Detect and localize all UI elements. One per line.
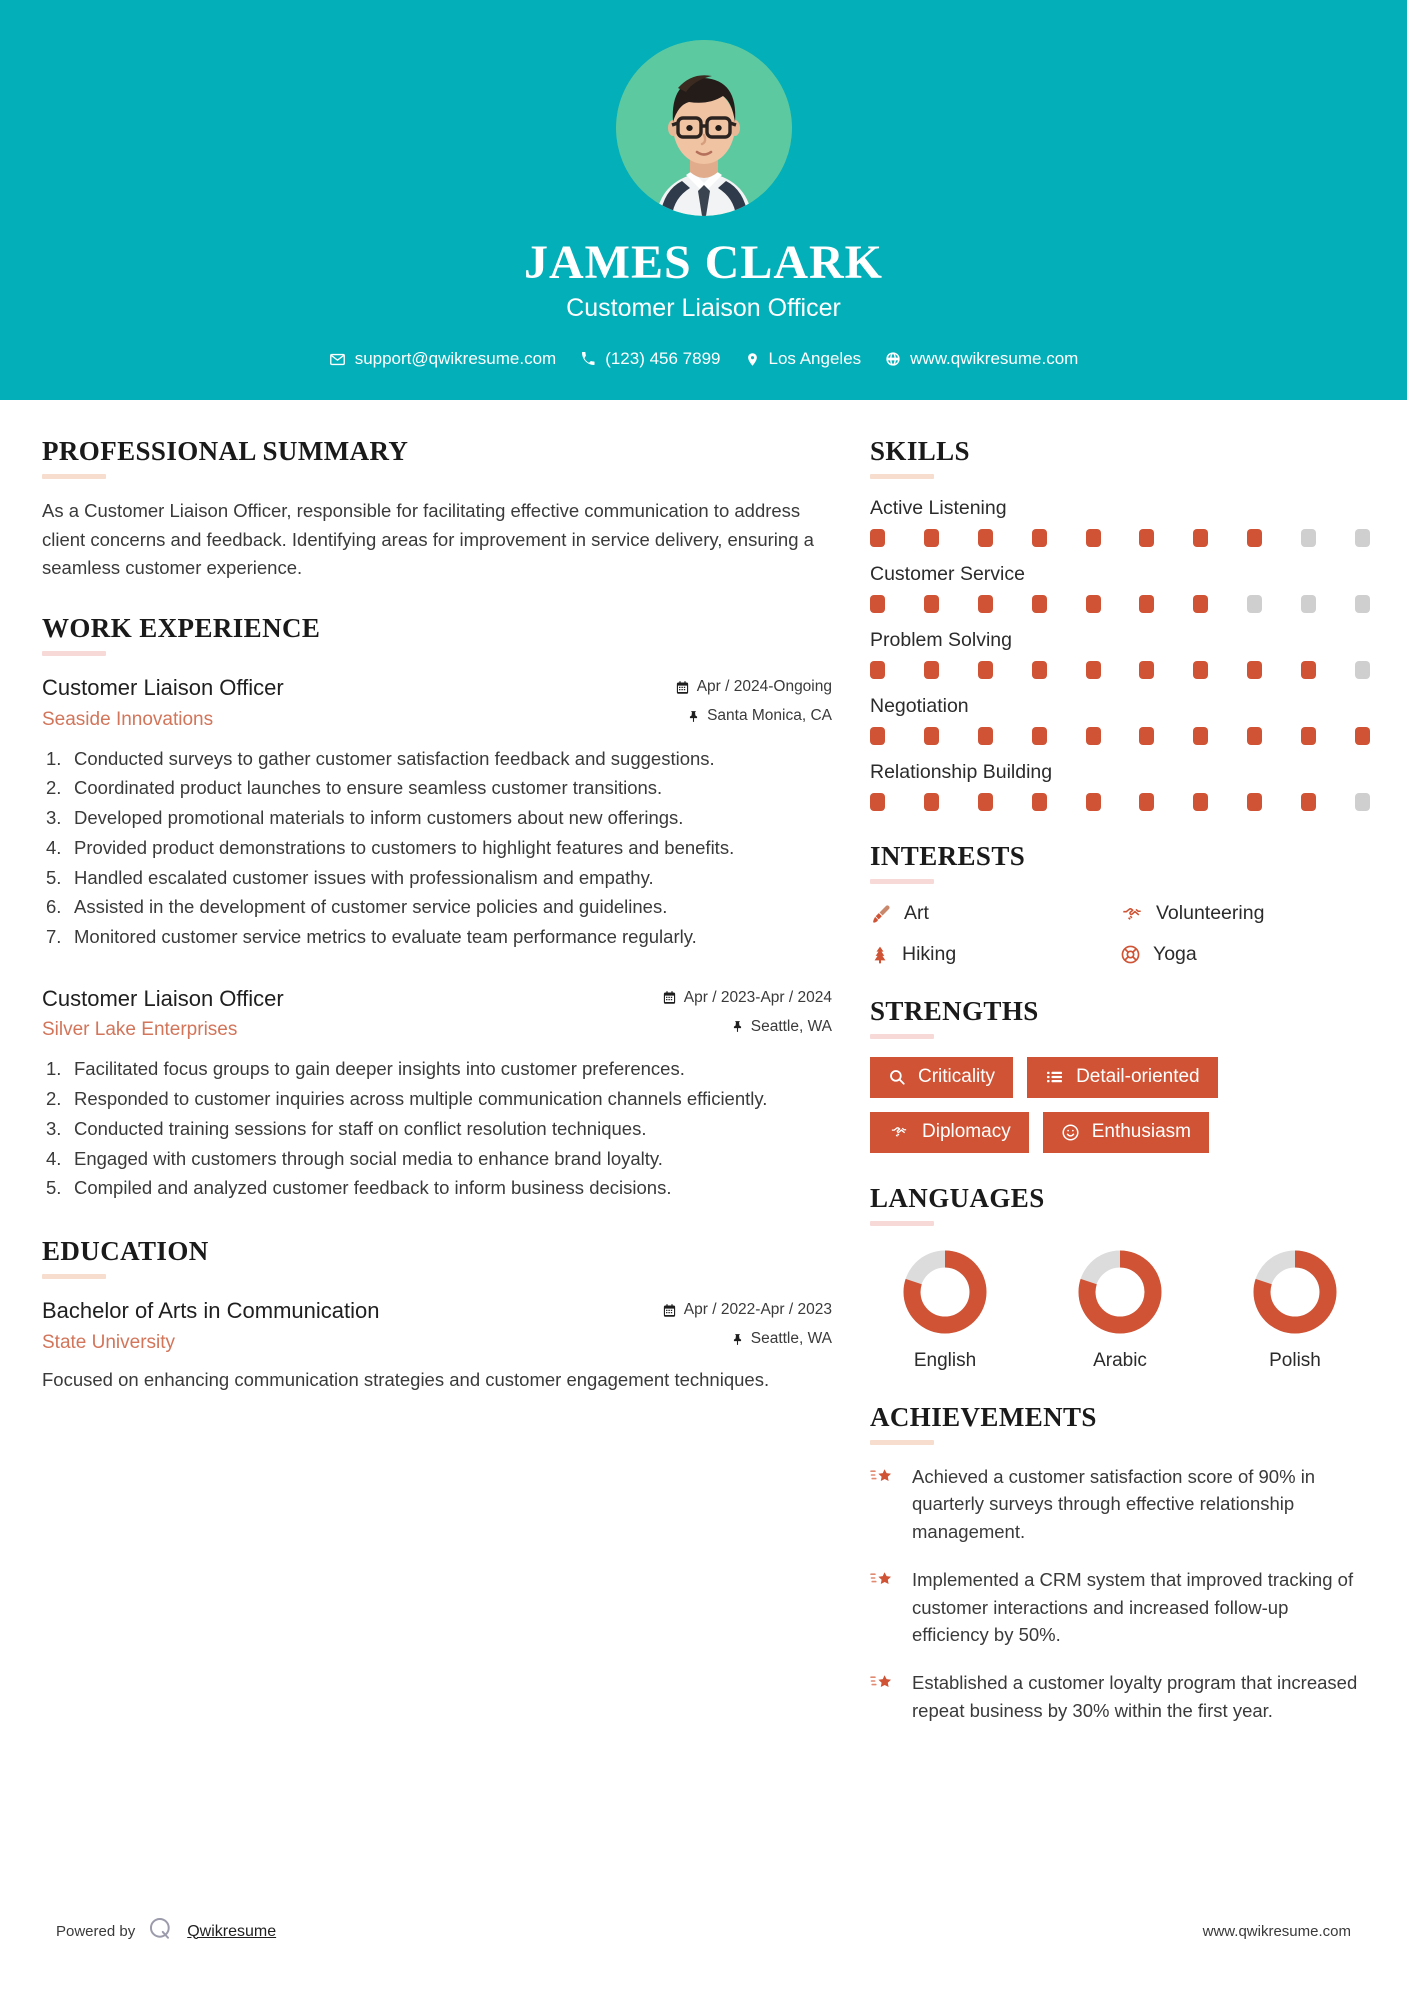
work-location-text: Seattle, WA: [750, 1017, 832, 1035]
achievement-item: [870, 1669, 1370, 1725]
magnifier-icon: [888, 1068, 906, 1086]
interest-item: [1120, 943, 1370, 966]
shooting-star-icon: [870, 1566, 896, 1593]
work-bullet: Conducted training sessions for staff on conflict resolution techniques.: [74, 1117, 647, 1139]
skill-dot-filled: [1193, 529, 1208, 547]
education-entry: [42, 1297, 832, 1393]
section-rule: [870, 879, 934, 884]
pushpin-icon: [687, 709, 700, 724]
skill-item: [870, 695, 1370, 745]
work-entry: [42, 674, 832, 951]
section-rule: [42, 651, 106, 656]
calendar-icon: [675, 680, 690, 695]
globe-icon: [885, 351, 901, 367]
work-dates: [675, 678, 832, 696]
handshake-icon: [888, 1123, 910, 1141]
skill-dot-filled: [1086, 727, 1101, 745]
work-bullet: Responded to customer inquiries across multiple communication channels efficiently.: [74, 1088, 768, 1110]
language-item: [870, 1244, 1020, 1372]
skill-dot-filled: [1032, 727, 1047, 745]
skill-label: Negotiation: [870, 695, 969, 717]
skill-item: [870, 629, 1370, 679]
qwikresume-logo-icon: [147, 1915, 175, 1948]
calendar-icon: [662, 990, 677, 1005]
work-position: Customer Liaison Officer: [42, 675, 284, 701]
section-work-experience: [42, 613, 832, 1202]
section-interests: [870, 841, 1370, 966]
contact-website[interactable]: [885, 349, 1078, 369]
footer-url[interactable]: www.qwikresume.com: [1202, 1923, 1351, 1940]
section-title: STRENGTHS: [870, 996, 1039, 1026]
interest-item: [870, 902, 1120, 925]
skill-label: Customer Service: [870, 563, 1025, 585]
section-achievements: [870, 1402, 1370, 1725]
skill-dot-filled: [1301, 793, 1316, 811]
contact-phone[interactable]: [580, 349, 720, 369]
skill-dot-filled: [978, 661, 993, 679]
section-education: [42, 1236, 832, 1393]
skill-dot-filled: [1086, 595, 1101, 613]
work-bullet: Conducted surveys to gather customer satisfaction feedback and suggestions.: [74, 747, 715, 769]
education-dates: [662, 1301, 832, 1319]
job-title-subtitle: Customer Liaison Officer: [566, 294, 841, 323]
shooting-star-icon: [870, 1669, 896, 1696]
interest-label: Hiking: [902, 943, 957, 965]
work-bullet: Assisted in the development of customer service policies and guidelines.: [74, 896, 668, 918]
language-label: English: [913, 1349, 977, 1371]
pushpin-icon: [731, 1019, 744, 1034]
left-column: [42, 436, 832, 1424]
skill-dot-filled: [1193, 595, 1208, 613]
work-bullet: Facilitated focus groups to gain deeper insights into customer preferences.: [74, 1058, 685, 1080]
skill-dot-filled: [924, 793, 939, 811]
skill-dot-filled: [870, 595, 885, 613]
skill-dot-filled: [1193, 727, 1208, 745]
education-degree: Bachelor of Arts in Communication: [42, 1298, 380, 1324]
education-location: [662, 1330, 832, 1348]
language-donut-chart: [1045, 1244, 1195, 1340]
work-dates-text: Apr / 2023-Apr / 2024: [683, 988, 832, 1006]
skill-dot-filled: [870, 727, 885, 745]
work-position: Customer Liaison Officer: [42, 985, 284, 1011]
powered-by: [56, 1915, 276, 1948]
smiley-icon: [1061, 1123, 1080, 1142]
work-bullet: Developed promotional materials to inform customers about new offerings.: [74, 807, 684, 829]
work-bullet-list: [42, 745, 832, 951]
contact-location-text: Los Angeles: [768, 349, 862, 369]
section-title: EDUCATION: [42, 1236, 209, 1267]
section-rule: [42, 474, 106, 479]
skill-dot-filled: [870, 793, 885, 811]
language-item: [1045, 1244, 1195, 1372]
section-title: ACHIEVEMENTS: [870, 1401, 1097, 1432]
summary-text: As a Customer Liaison Officer, responsible for facilitating effective communication to address client concerns and feedback. Identifying areas for improvement in service delivery, ensuring a seamless customer experience.: [42, 500, 814, 579]
pushpin-icon: [731, 1332, 744, 1347]
section-title: LANGUAGES: [870, 1182, 1045, 1213]
section-title: PROFESSIONAL SUMMARY: [42, 436, 409, 466]
skill-dot-filled: [1086, 661, 1101, 679]
education-location-text: Seattle, WA: [750, 1330, 832, 1348]
work-location-text: Santa Monica, CA: [707, 707, 832, 725]
strength-chip-diplomacy[interactable]: [870, 1112, 1029, 1153]
language-donut-chart: [870, 1244, 1020, 1340]
education-school: State University: [42, 1331, 176, 1353]
skill-label: Problem Solving: [870, 629, 1012, 651]
skill-dot-empty: [1355, 661, 1370, 679]
skill-dot-filled: [1193, 793, 1208, 811]
contact-bar: [329, 349, 1079, 369]
skill-dot-filled: [1139, 595, 1154, 613]
strength-label: Criticality: [918, 1066, 996, 1087]
skill-rating: [870, 595, 1370, 613]
handshake-icon: [1120, 903, 1144, 925]
work-bullet: Provided product demonstrations to customers to highlight features and benefits.: [74, 836, 735, 858]
calendar-icon: [662, 1303, 677, 1318]
skill-dot-empty: [1247, 595, 1262, 613]
achievement-item: [870, 1463, 1370, 1546]
envelope-icon: [329, 351, 346, 368]
interest-label: Volunteering: [1156, 902, 1265, 924]
skill-dot-filled: [1086, 529, 1101, 547]
map-pin-icon: [745, 351, 760, 368]
page-footer: [0, 1915, 1407, 1948]
skill-dot-filled: [1247, 661, 1262, 679]
interest-item: [1120, 902, 1370, 925]
skill-dot-empty: [1355, 793, 1370, 811]
work-bullet: Compiled and analyzed customer feedback to inform business decisions.: [74, 1177, 672, 1199]
section-languages: [870, 1183, 1370, 1372]
skill-dot-filled: [1301, 727, 1316, 745]
skill-dot-filled: [1086, 793, 1101, 811]
skill-dot-filled: [1355, 727, 1370, 745]
achievement-text: Implemented a CRM system that improved tracking of customer interactions and increased follow-up efficiency by 50%.: [912, 1568, 1354, 1646]
section-skills: [870, 436, 1370, 811]
paintbrush-icon: [870, 903, 892, 925]
language-label: Arabic: [1093, 1349, 1147, 1371]
skill-dot-filled: [1247, 529, 1262, 547]
section-title: SKILLS: [870, 436, 970, 466]
work-bullet: Monitored customer service metrics to evaluate team performance regularly.: [74, 926, 697, 948]
work-location: [675, 707, 832, 725]
contact-website-text: www.qwikresume.com: [910, 349, 1079, 369]
phone-icon: [580, 351, 596, 367]
work-dates: [662, 989, 832, 1007]
skill-rating: [870, 727, 1370, 745]
qwikresume-link[interactable]: Qwikresume: [187, 1922, 277, 1940]
skill-dot-filled: [1032, 529, 1047, 547]
section-rule: [870, 1034, 934, 1039]
skill-rating: [870, 529, 1370, 547]
right-column: [870, 436, 1370, 1755]
work-bullet: Engaged with customers through social media to enhance brand loyalty.: [74, 1147, 663, 1169]
education-description: Focused on enhancing communication strategies and customer engagement techniques.: [42, 1368, 770, 1390]
contact-email[interactable]: [329, 349, 557, 369]
interest-item: [870, 943, 1120, 966]
skill-dot-filled: [1247, 793, 1262, 811]
strength-label: Diplomacy: [922, 1120, 1011, 1142]
pine-tree-icon: [870, 944, 890, 966]
life-ring-icon: [1120, 944, 1141, 965]
interest-label: Yoga: [1153, 943, 1197, 965]
skill-item: [870, 563, 1370, 613]
work-bullet-list: [42, 1055, 832, 1202]
skill-dot-filled: [1032, 793, 1047, 811]
section-rule: [870, 1440, 934, 1445]
powered-by-label: Powered by: [56, 1923, 136, 1940]
resume-header: [0, 0, 1407, 400]
section-title: WORK EXPERIENCE: [42, 613, 321, 644]
skill-dot-filled: [924, 595, 939, 613]
skill-dot-filled: [1301, 661, 1316, 679]
contact-phone-text: (123) 456 7899: [605, 349, 721, 369]
skill-dot-empty: [1355, 595, 1370, 613]
skill-dot-filled: [870, 661, 885, 679]
list-icon: [1045, 1068, 1064, 1086]
section-title: INTERESTS: [870, 841, 1026, 871]
resume-body: [0, 436, 1407, 1755]
work-location: [662, 1018, 832, 1036]
achievement-text: Established a customer loyalty program that increased repeat business by 30% within the first year.: [912, 1672, 1358, 1721]
skill-dot-filled: [1139, 661, 1154, 679]
work-bullet: Handled escalated customer issues with professionalism and empathy.: [74, 866, 654, 888]
contact-email-text: support@qwikresume.com: [354, 349, 557, 369]
education-dates-text: Apr / 2022-Apr / 2023: [683, 1301, 832, 1319]
skill-dot-filled: [978, 727, 993, 745]
contact-location: [745, 349, 862, 369]
skill-dot-filled: [1139, 793, 1154, 811]
avatar: [616, 40, 792, 216]
skill-dot-filled: [978, 529, 993, 547]
language-label: Polish: [1269, 1349, 1321, 1371]
interest-label: Art: [904, 902, 929, 924]
achievement-text: Achieved a customer satisfaction score of 90% in quarterly surveys through effective relationship management.: [912, 1465, 1316, 1543]
skill-dot-filled: [924, 661, 939, 679]
strength-chip-detail-oriented[interactable]: [1027, 1057, 1218, 1098]
work-bullet: Coordinated product launches to ensure seamless customer transitions.: [74, 777, 663, 799]
skill-dot-filled: [1032, 595, 1047, 613]
work-entry: [42, 985, 832, 1202]
section-rule: [42, 1274, 106, 1279]
language-donut-chart: [1220, 1244, 1370, 1340]
strength-label: Detail-oriented: [1076, 1066, 1200, 1087]
work-company: Seaside Innovations: [42, 708, 214, 730]
skill-dot-empty: [1301, 529, 1316, 547]
skill-dot-filled: [870, 529, 885, 547]
strength-label: Enthusiasm: [1091, 1120, 1191, 1142]
skill-dot-filled: [924, 727, 939, 745]
strength-chip-criticality[interactable]: [870, 1057, 1013, 1098]
skill-rating: [870, 793, 1370, 811]
skill-dot-empty: [1301, 595, 1316, 613]
skill-dot-filled: [978, 793, 993, 811]
skill-dot-filled: [1032, 661, 1047, 679]
skill-dot-filled: [1247, 727, 1262, 745]
section-rule: [870, 1221, 934, 1226]
skill-label: Relationship Building: [870, 761, 1053, 783]
section-strengths: [870, 996, 1370, 1153]
shooting-star-icon: [870, 1463, 896, 1490]
skill-item: [870, 497, 1370, 547]
skill-label: Active Listening: [870, 497, 1007, 519]
skill-dot-filled: [1139, 529, 1154, 547]
work-company: Silver Lake Enterprises: [42, 1019, 238, 1041]
skill-dot-empty: [1355, 529, 1370, 547]
skill-dot-filled: [924, 529, 939, 547]
page-title: JAMES CLARK: [523, 236, 884, 289]
section-rule: [870, 474, 934, 479]
strength-chip-enthusiasm[interactable]: [1043, 1112, 1209, 1153]
skill-dot-filled: [1193, 661, 1208, 679]
skill-dot-filled: [978, 595, 993, 613]
skill-item: [870, 761, 1370, 811]
achievement-item: [870, 1566, 1370, 1649]
skill-dot-filled: [1139, 727, 1154, 745]
skill-rating: [870, 661, 1370, 679]
language-item: [1220, 1244, 1370, 1372]
section-professional-summary: [42, 436, 832, 583]
work-dates-text: Apr / 2024-Ongoing: [696, 678, 832, 696]
